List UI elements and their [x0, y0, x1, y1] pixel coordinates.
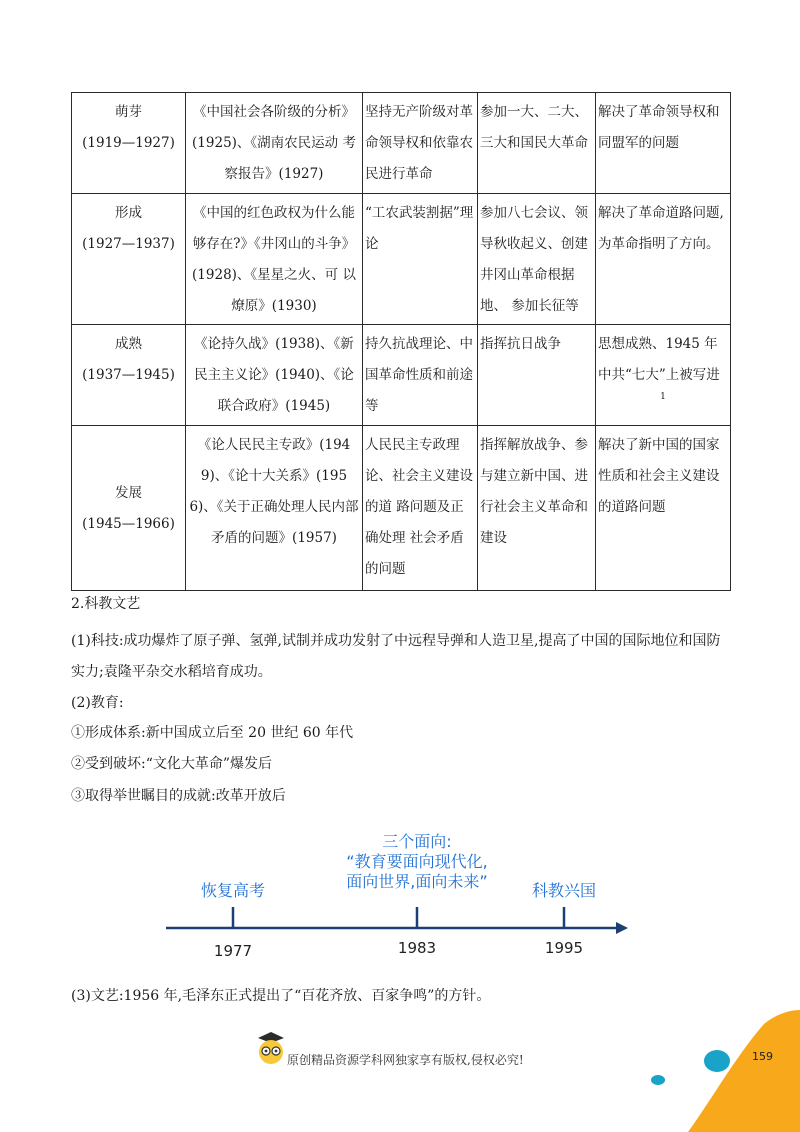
practice-cell: 指挥抗日战争 — [478, 325, 596, 426]
event-year: 1977 — [213, 942, 253, 960]
education-timeline — [160, 825, 640, 965]
significance-cell: 解决了新中国的国家性质和社会主义建设的道路问题 — [596, 426, 731, 591]
event-label: 恢复高考 — [200, 881, 266, 900]
timeline-axis — [166, 922, 628, 934]
practice-cell: 参加八七会议、领导秋收起义、创建井冈山革命根据地、 参加长征等 — [478, 194, 596, 325]
edu-item: ③取得举世瞩目的成就:改革开放后 — [71, 788, 286, 804]
edu-item: ②受到破坏:“文化大革命”爆发后 — [71, 756, 273, 772]
copyright-note: 原创精品资源学科网独家享有版权,侵权必究! — [287, 1053, 524, 1067]
event-label: 面向世界,面向未来” — [346, 872, 488, 891]
tech-paragraph: (1)科技:成功爆炸了原子弹、氢弹,试制并成功发射了中远程导弹和人造卫星,提高了中国的国际地位和国防实力;袁隆平杂交水稻培育成功。 — [71, 633, 721, 680]
stage-years: (1945—1966) — [82, 516, 175, 532]
table-row — [72, 194, 731, 325]
footnote-mark: 1 — [660, 392, 666, 402]
stage-name: 发展 — [115, 485, 142, 501]
stage-cell — [72, 194, 186, 325]
content-cell: 持久抗战理论、中国革命性质和前途等 — [363, 325, 478, 426]
event-label: “教育要面向现代化, — [346, 852, 488, 871]
edu-heading: (2)教育: — [71, 695, 124, 711]
practice-cell: 指挥解放战争、参与建立新中国、进行社会主义革命和建设 — [478, 426, 596, 591]
stage-name: 萌芽 — [115, 104, 142, 120]
stage-years: (1927—1937) — [82, 236, 175, 252]
stage-cell — [72, 426, 186, 591]
works-cell: 《论人民民主专政》(1949)、《论十大关系》(1956)、《关于正确处理人民内部矛盾的问题》(1957) — [186, 426, 363, 591]
event-label: 科教兴国 — [531, 881, 597, 900]
stage-name: 形成 — [115, 205, 142, 221]
content-cell: 人民民主专政理论、社会主义建设的道 路问题及正确处理 社会矛盾的问题 — [363, 426, 478, 591]
content-cell: 坚持无产阶级对革命领导权和依靠农民进行革命 — [363, 93, 478, 194]
stage-cell — [72, 93, 186, 194]
stage-years: (1937—1945) — [82, 367, 175, 383]
table-row — [72, 426, 731, 591]
works-cell: 《论持久战》(1938)、《新民主主义论》(1940)、《论联合政府》(1945) — [186, 325, 363, 426]
works-cell: 《中国的红色政权为什么能够存在?》《井冈山的斗争》(1928)、《星星之火、可 以燎原》(1930) — [186, 194, 363, 325]
table-row — [72, 93, 731, 194]
significance-cell: 解决了革命道路问题, 为革命指明了方向。 — [596, 194, 731, 325]
corner-decoration — [640, 1010, 800, 1132]
significance-text: 思想成熟、1945 年中共“七大”上被写进 — [598, 336, 720, 383]
arrow-head-icon — [616, 922, 628, 934]
edu-item: ①形成体系:新中国成立后至 20 世纪 60 年代 — [71, 725, 354, 741]
section-heading: 2.科教文艺 — [71, 596, 141, 612]
event-label: 三个面向: — [382, 832, 452, 851]
teal-dot-large — [704, 1050, 730, 1072]
stage-years: (1919—1927) — [82, 135, 175, 151]
works-cell: 《中国社会各阶级的分析》(1925)、《湖南农民运动 考察报告》(1927) — [186, 93, 363, 194]
thought-stages-table — [71, 92, 731, 591]
page-number: 159 — [752, 1050, 773, 1063]
significance-cell — [596, 325, 731, 426]
event-year: 1983 — [397, 939, 437, 957]
teal-dot-small — [651, 1075, 665, 1085]
arts-paragraph: (3)文艺:1956 年,毛泽东正式提出了“百花齐放、百家争鸣”的方针。 — [71, 988, 491, 1004]
significance-cell: 解决了革命领导权和同盟军的问题 — [596, 93, 731, 194]
table-row — [72, 325, 731, 426]
practice-cell: 参加一大、二大、三大和国民大革命 — [478, 93, 596, 194]
event-year: 1995 — [544, 939, 584, 957]
stage-cell — [72, 325, 186, 426]
content-cell: “工农武装割据”理论 — [363, 194, 478, 325]
orange-wedge-shape — [688, 1010, 800, 1132]
mascot-icon — [256, 1030, 286, 1066]
stage-name: 成熟 — [115, 336, 142, 352]
